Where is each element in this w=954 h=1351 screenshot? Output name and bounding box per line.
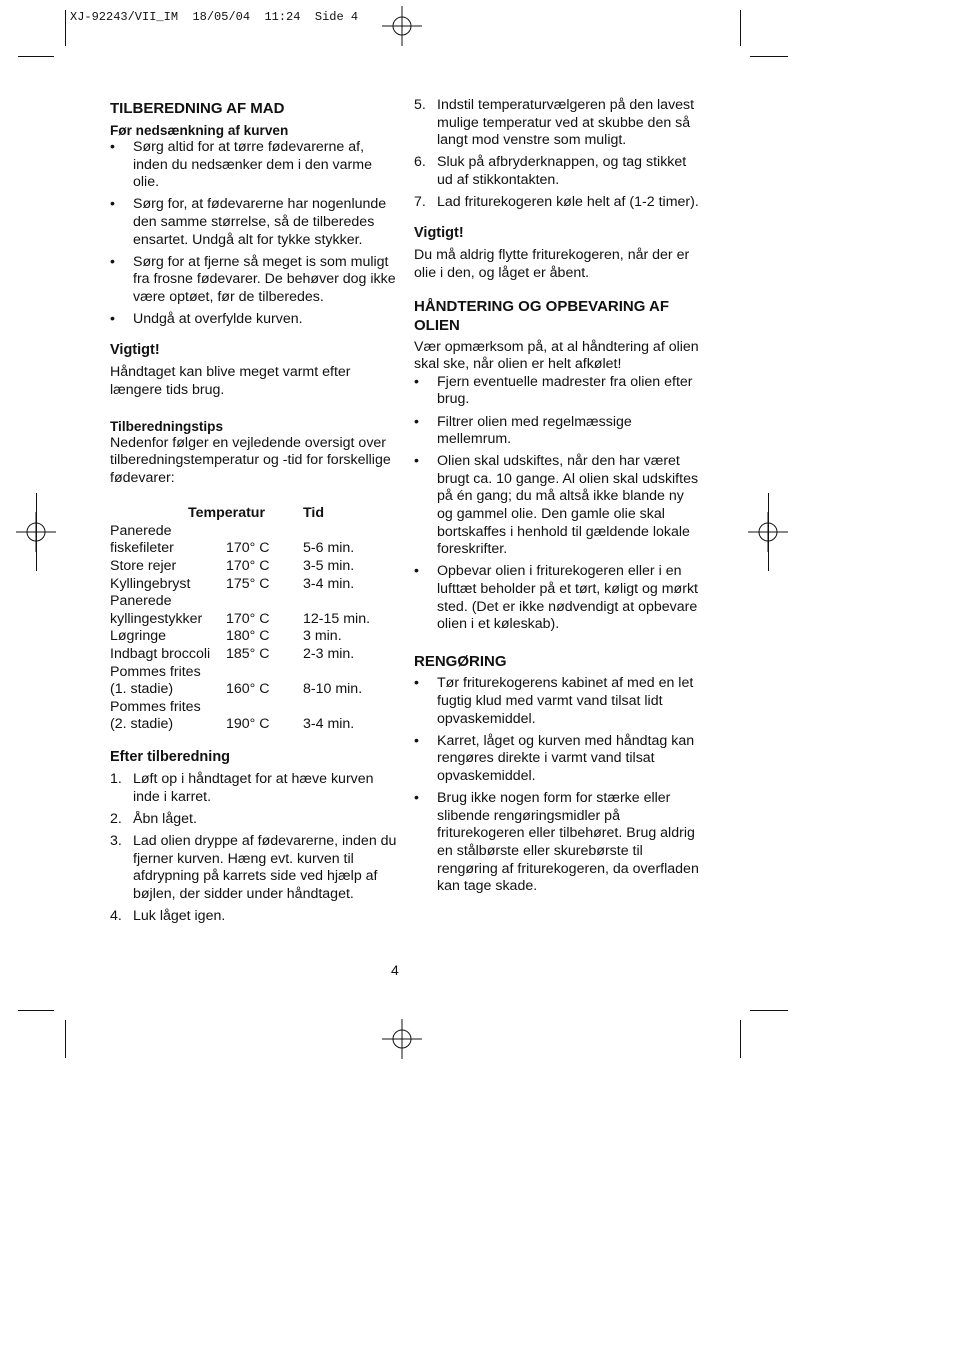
before-list — [110, 139, 400, 329]
list-item: • Fjern eventuelle madrester fra olien efter brug. — [414, 373, 693, 408]
slug-side: Side 4 — [314, 10, 359, 24]
table-row — [110, 558, 393, 576]
column-header-time: Tid — [303, 505, 325, 522]
list-item: • Sørg for at fjerne så meget is som muligt fra frosne fødevarer. De behøver dog ikke være optøet, før de tilberedes. — [110, 253, 396, 305]
table-row — [110, 646, 393, 664]
bullet-icon: • — [414, 413, 419, 430]
bullet-icon: • — [414, 563, 419, 580]
column-header-temperature: Temperatur — [188, 505, 265, 522]
temperature-cell: 180° C — [226, 628, 270, 645]
crop-mark — [740, 10, 741, 46]
important-heading: Vigtigt! — [110, 342, 160, 359]
crop-mark — [18, 56, 54, 57]
temperature-cell: 175° C — [226, 575, 270, 592]
temperature-cell: 170° C — [226, 558, 270, 575]
bullet-icon: • — [110, 253, 115, 270]
list-item: • Filtrer olien med regelmæssige mellemrum. — [414, 413, 632, 448]
crop-mark — [750, 1010, 788, 1011]
list-item: • Olien skal udskiftes, når den har været brugt ca. 10 gange. Al olien skal udskiftes på én gang; du må altså ikke blande ny og gammel olie. Den gamle olie skal bortskaffes i henhold til gældende lokale foreskrifter. — [414, 453, 699, 558]
list-item: 4. Luk låget igen. — [110, 907, 226, 924]
after-list — [110, 771, 400, 926]
list-item: 1. Løft op i håndtaget for at hæve kurven inde i karret. — [110, 771, 374, 805]
steps-list — [414, 97, 699, 212]
after-heading: Efter tilberedning — [110, 749, 231, 765]
crop-mark — [740, 1020, 741, 1058]
right-column — [414, 97, 699, 900]
temperature-cell: 190° C — [226, 716, 270, 733]
list-item: • Opbevar olien i friturekogeren eller i en lufttæt beholder på et tørt, køligt og mørkt sted. (Det er ikke nødvendigt at opbevare olien i et køleskab). — [414, 563, 698, 633]
registration-mark-icon — [382, 1019, 422, 1059]
page-number: 4 — [391, 962, 399, 978]
crop-mark — [750, 56, 788, 57]
slug-date: 18/05/04 — [192, 10, 251, 24]
food-cell: Pommes frites (1. stadie) — [110, 663, 201, 698]
food-cell: Pommes frites (2. stadie) — [110, 698, 201, 733]
tips-text: Nedenfor følger en vejledende oversigt over tilberedningstemperatur og -tid for forskellige fødevarer: — [110, 434, 391, 486]
list-item: 2. Åbn låget. — [110, 810, 197, 827]
table-row — [110, 593, 393, 628]
oil-heading: HÅNDTERING OG OPBEVARING AF OLIEN — [414, 297, 670, 334]
temperature-cell: 185° C — [226, 646, 270, 663]
cooking-table — [110, 505, 393, 734]
list-item: • Tør friturekogerens kabinet af med en let fugtig klud med varmt vand tilsat lidt opvaskemiddel. — [414, 675, 694, 727]
list-item: 3. Lad olien dryppe af fødevarerne, inden du fjerner kurven. Hæng evt. kurven til afdrypning på karrets side ved hjælp af bøjlen, der sidder under håndtaget. — [110, 832, 397, 902]
bullet-icon: • — [414, 675, 419, 692]
list-item: • Sørg altid for at tørre fødevarerne af, inden du nedsænker dem i den varme olie. — [110, 139, 372, 191]
table-row — [110, 523, 393, 558]
food-cell: Kyllingebryst — [110, 575, 191, 592]
bullet-icon: • — [414, 790, 419, 807]
slug-time: 11:24 — [264, 10, 301, 24]
food-cell: Indbagt broccoli — [110, 646, 211, 663]
table-header-row — [110, 505, 393, 523]
time-cell: 3-5 min. — [303, 558, 355, 575]
table-row — [110, 628, 393, 646]
bullet-icon: • — [414, 453, 419, 470]
crop-mark — [18, 1010, 54, 1011]
bullet-icon: • — [414, 732, 419, 749]
cleaning-heading: RENGØRING — [414, 653, 507, 671]
list-item: • Undgå at overfylde kurven. — [110, 311, 303, 328]
time-cell: 12-15 min. — [303, 610, 371, 627]
time-cell: 2-3 min. — [303, 646, 355, 663]
important-text: Håndtaget kan blive meget varmt efter længere tids brug. — [110, 364, 351, 398]
crop-mark — [65, 1020, 66, 1058]
list-item: 7. Lad friturekogeren køle helt af (1-2 timer). — [414, 194, 699, 211]
important-heading: Vigtigt! — [414, 225, 464, 242]
bullet-icon: • — [110, 139, 115, 155]
time-cell: 3 min. — [303, 628, 342, 645]
time-cell: 5-6 min. — [303, 540, 355, 557]
list-item: • Sørg for, at fødevarerne har nogenlunde den samme størrelse, så de tilberedes ensartet. Undgå alt for tykke stykker. — [110, 196, 387, 248]
time-cell: 3-4 min. — [303, 716, 355, 733]
time-cell: 8-10 min. — [303, 681, 363, 698]
crop-mark — [36, 493, 37, 571]
crop-mark — [768, 493, 769, 571]
table-row — [110, 576, 393, 594]
temperature-cell: 170° C — [226, 540, 270, 557]
temperature-cell: 170° C — [226, 610, 270, 627]
print-slug — [70, 10, 358, 24]
important-text: Du må aldrig flytte friturekogeren, når der er olie i den, og låget er åbent. — [414, 247, 690, 281]
list-item: 5. Indstil temperaturvælgeren på den lavest mulige temperatur ved at skubbe den så langt mod venstre som muligt. — [414, 97, 695, 149]
section-title: TILBEREDNING AF MAD — [110, 100, 285, 117]
list-item: • Brug ikke nogen form for stærke eller slibende rengøringsmidler på friturekogeren eller tilbehøret. Brug aldrig en stålbørste eller skurebørste til rengøring af friturekogeren, da overfladen kan tage skade. — [414, 790, 699, 895]
tips-heading: Tilberedningstips — [110, 418, 224, 434]
bullet-icon: • — [110, 196, 115, 213]
oil-list — [414, 374, 699, 634]
oil-intro: Vær opmærksom på, at al håndtering af olien skal ske, når olien er helt afkølet! — [414, 338, 699, 373]
temperature-cell: 160° C — [226, 681, 270, 698]
slug-code: XJ-92243/VII_IM — [70, 10, 179, 24]
cleaning-list — [414, 675, 699, 895]
registration-mark-icon — [382, 6, 422, 46]
bullet-icon: • — [414, 373, 419, 390]
left-column — [110, 99, 400, 930]
list-item: • Karret, låget og kurven med håndtag kan rengøres direkte i varmt vand tilsat opvaskemiddel. — [414, 732, 695, 784]
list-item: 6. Sluk på afbryderknappen, og tag stikket ud af stikkontakten. — [414, 154, 687, 188]
food-cell: Panerede kyllingestykker — [110, 593, 203, 627]
time-cell: 3-4 min. — [303, 575, 355, 592]
table-row — [110, 699, 393, 734]
food-cell: Panerede fiskefileter — [110, 522, 174, 557]
subheading-before: Før nedsænkning af kurven — [110, 123, 289, 138]
bullet-icon: • — [110, 311, 115, 328]
crop-mark — [65, 10, 66, 46]
food-cell: Store rejer — [110, 558, 177, 575]
table-row — [110, 664, 393, 699]
food-cell: Løgringe — [110, 628, 166, 645]
